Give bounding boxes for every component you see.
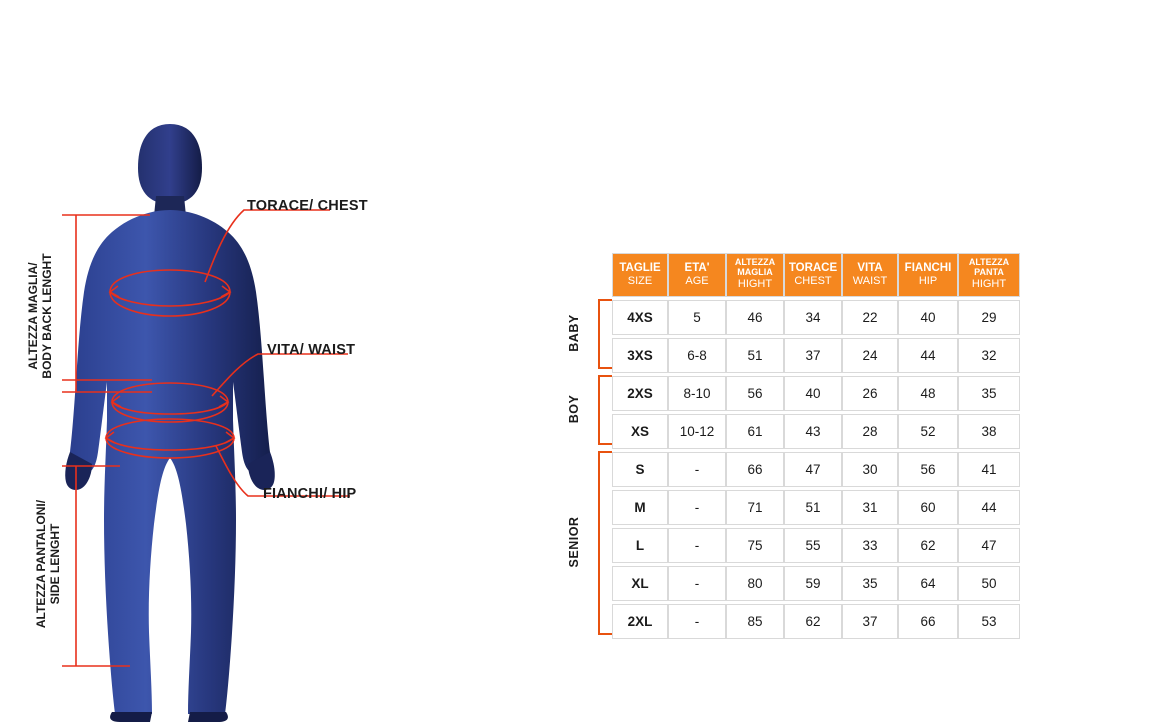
- cell-age: -: [668, 452, 726, 487]
- cell-age: 6-8: [668, 338, 726, 373]
- cell-pant_height: 32: [958, 338, 1020, 373]
- vertical-label-body-back-line2: BODY BACK LENGHT: [40, 253, 54, 379]
- cell-pant_height: 41: [958, 452, 1020, 487]
- table-row: [612, 566, 1020, 601]
- cell-pant_height: 38: [958, 414, 1020, 449]
- callout-label-chest: TORACE/ CHEST: [247, 198, 368, 214]
- cell-chest: 43: [784, 414, 842, 449]
- header-en-shirt-height: HIGHT: [737, 278, 773, 291]
- cell-size: 2XL: [612, 604, 668, 639]
- header-it-waist: VITA: [857, 261, 883, 274]
- cell-waist: 35: [842, 566, 898, 601]
- header-cell-age: [668, 253, 726, 297]
- group-label-boy: BOY: [567, 394, 581, 424]
- cell-pant_height: 53: [958, 604, 1020, 639]
- header-cell-shirt-height: [726, 253, 784, 297]
- cell-chest: 34: [784, 300, 842, 335]
- cell-hip: 62: [898, 528, 958, 563]
- table-row: [612, 376, 1020, 411]
- table-row: [612, 490, 1020, 525]
- cell-pant_height: 44: [958, 490, 1020, 525]
- header-en-pant-height: HIGHT: [971, 278, 1007, 291]
- size-table-head: [612, 253, 1020, 297]
- cell-chest: 40: [784, 376, 842, 411]
- cell-hip: 64: [898, 566, 958, 601]
- header-cell-waist: [842, 253, 898, 297]
- table-row: [612, 338, 1020, 373]
- cell-hip: 48: [898, 376, 958, 411]
- header-en-age: AGE: [685, 274, 709, 287]
- cell-chest: 37: [784, 338, 842, 373]
- cell-waist: 31: [842, 490, 898, 525]
- table-row: [612, 528, 1020, 563]
- cell-age: 5: [668, 300, 726, 335]
- cell-hip: 56: [898, 452, 958, 487]
- cell-chest: 51: [784, 490, 842, 525]
- vertical-label-side-line1: ALTEZZA PANTALONI/: [34, 499, 48, 629]
- header-it-shirt-height: ALTEZZA MAGLIA: [734, 257, 776, 277]
- cell-hip: 44: [898, 338, 958, 373]
- cell-shirt_height: 61: [726, 414, 784, 449]
- header-it-hip: FIANCHI: [904, 261, 952, 274]
- body-measurement-diagram: [0, 0, 580, 724]
- table-row: [612, 452, 1020, 487]
- cell-age: 10-12: [668, 414, 726, 449]
- table-row: [612, 604, 1020, 639]
- cell-waist: 30: [842, 452, 898, 487]
- cell-pant_height: 50: [958, 566, 1020, 601]
- group-label-senior: SENIOR: [567, 516, 581, 568]
- header-cell-chest: [784, 253, 842, 297]
- header-it-chest: TORACE: [788, 261, 838, 274]
- cell-size: 3XS: [612, 338, 668, 373]
- header-it-pant-height: ALTEZZA PANTA: [968, 257, 1010, 277]
- header-en-waist: WAIST: [852, 274, 888, 287]
- cell-waist: 24: [842, 338, 898, 373]
- vertical-label-body-back-line1: ALTEZZA MAGLIA/: [26, 262, 40, 370]
- cell-hip: 66: [898, 604, 958, 639]
- header-cell-hip: [898, 253, 958, 297]
- cell-size: L: [612, 528, 668, 563]
- cell-waist: 33: [842, 528, 898, 563]
- header-it-size: TAGLIE: [619, 261, 661, 274]
- cell-waist: 28: [842, 414, 898, 449]
- vertical-label-side-lenght: [34, 484, 62, 644]
- cell-chest: 59: [784, 566, 842, 601]
- cell-waist: 37: [842, 604, 898, 639]
- cell-shirt_height: 51: [726, 338, 784, 373]
- cell-pant_height: 29: [958, 300, 1020, 335]
- header-cell-pant-height: [958, 253, 1020, 297]
- callout-label-waist: VITA/ WAIST: [267, 342, 356, 358]
- size-table-panel: [560, 250, 1172, 680]
- cell-age: -: [668, 566, 726, 601]
- vertical-label-body-back-lenght: [26, 236, 54, 396]
- cell-chest: 55: [784, 528, 842, 563]
- cell-shirt_height: 66: [726, 452, 784, 487]
- cell-size: S: [612, 452, 668, 487]
- cell-chest: 47: [784, 452, 842, 487]
- size-table-body: [612, 300, 1020, 639]
- callout-label-hip: FIANCHI/ HIP: [263, 486, 357, 502]
- vertical-label-side-line2: SIDE LENGHT: [48, 523, 62, 605]
- cell-age: 8-10: [668, 376, 726, 411]
- cell-shirt_height: 46: [726, 300, 784, 335]
- cell-age: -: [668, 528, 726, 563]
- table-row: [612, 300, 1020, 335]
- cell-shirt_height: 75: [726, 528, 784, 563]
- cell-size: 2XS: [612, 376, 668, 411]
- header-cell-size: [612, 253, 668, 297]
- size-table-header-row: [612, 253, 1020, 297]
- cell-hip: 60: [898, 490, 958, 525]
- header-en-size: SIZE: [627, 274, 653, 287]
- cell-shirt_height: 56: [726, 376, 784, 411]
- cell-size: M: [612, 490, 668, 525]
- cell-shirt_height: 85: [726, 604, 784, 639]
- cell-chest: 62: [784, 604, 842, 639]
- cell-pant_height: 35: [958, 376, 1020, 411]
- cell-hip: 52: [898, 414, 958, 449]
- group-label-baby: BABY: [567, 314, 581, 352]
- table-row: [612, 414, 1020, 449]
- header-en-hip: HIP: [918, 274, 938, 287]
- cell-hip: 40: [898, 300, 958, 335]
- cell-age: -: [668, 604, 726, 639]
- size-chart-table: [612, 250, 1020, 642]
- header-it-age: ETA': [684, 261, 710, 274]
- cell-size: 4XS: [612, 300, 668, 335]
- cell-waist: 26: [842, 376, 898, 411]
- cell-waist: 22: [842, 300, 898, 335]
- cell-shirt_height: 71: [726, 490, 784, 525]
- cell-size: XL: [612, 566, 668, 601]
- cell-size: XS: [612, 414, 668, 449]
- cell-pant_height: 47: [958, 528, 1020, 563]
- body-figure-svg: [0, 0, 580, 724]
- cell-age: -: [668, 490, 726, 525]
- header-en-chest: CHEST: [794, 274, 832, 287]
- cell-shirt_height: 80: [726, 566, 784, 601]
